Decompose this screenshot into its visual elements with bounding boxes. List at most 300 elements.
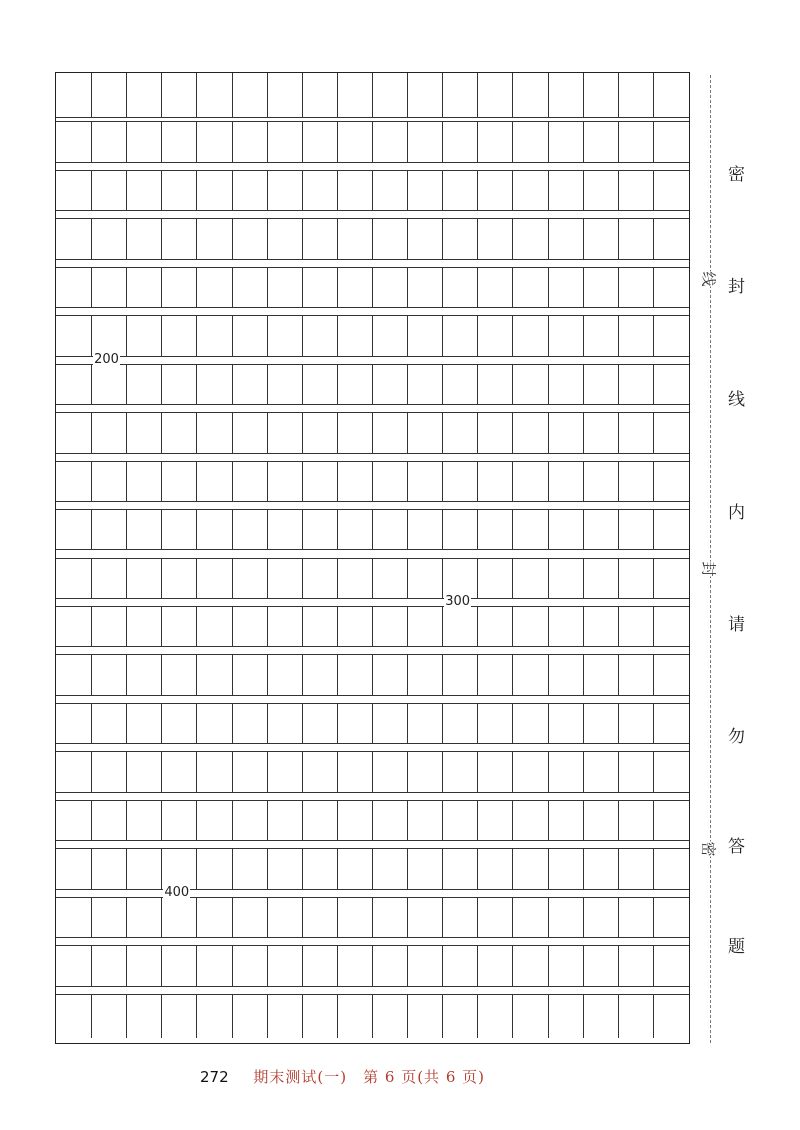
grid-cell: [407, 73, 442, 117]
notice-char: 题: [728, 937, 745, 957]
grid-cell: [302, 268, 337, 307]
grid-cell: [91, 122, 126, 161]
grid-cell: [372, 73, 407, 117]
grid-cell: [337, 510, 372, 549]
grid-cell: [583, 316, 618, 355]
grid-cell: [161, 268, 196, 307]
grid-cell: [548, 752, 583, 791]
grid-cell: [512, 316, 547, 355]
grid-cell: [407, 316, 442, 355]
grid-cell: [56, 413, 91, 452]
grid-cell: [126, 510, 161, 549]
grid-cell: [267, 849, 302, 888]
grid-cell: [302, 122, 337, 161]
grid-cell: [337, 268, 372, 307]
grid-cell: [56, 898, 91, 937]
grid-cell: [372, 122, 407, 161]
grid-cell: [653, 73, 688, 117]
grid-cell: [372, 413, 407, 452]
grid-cell: [91, 559, 126, 598]
grid-cell: [302, 607, 337, 646]
grid-cell: [196, 849, 231, 888]
grid-cell: [407, 801, 442, 840]
grid-cell: [232, 365, 267, 404]
grid-cell: [477, 413, 512, 452]
grid-row: [56, 654, 689, 695]
grid-cell: [653, 898, 688, 937]
grid-cell: [442, 946, 477, 985]
grid-cell: [548, 268, 583, 307]
grid-cell: [477, 171, 512, 210]
grid-cell: [407, 655, 442, 694]
grid-cell: [583, 607, 618, 646]
dash-label-xian: 线: [699, 271, 718, 287]
grid-cell: [91, 752, 126, 791]
grid-cell: [161, 365, 196, 404]
grid-cell: [126, 655, 161, 694]
grid-row: [56, 751, 689, 792]
grid-cell: [56, 365, 91, 404]
grid-cell: [407, 704, 442, 743]
grid-cell: [337, 316, 372, 355]
grid-cell: [196, 704, 231, 743]
notice-char: 勿: [728, 727, 745, 747]
grid-cell: [232, 316, 267, 355]
grid-cell: [477, 607, 512, 646]
grid-row: [56, 364, 689, 405]
grid-cell: [232, 752, 267, 791]
grid-cell: [407, 607, 442, 646]
grid-cell: [583, 559, 618, 598]
grid-cell: [232, 898, 267, 937]
notice-char: 封: [728, 277, 745, 297]
grid-cell: [267, 268, 302, 307]
grid-cell: [196, 752, 231, 791]
page-number: 272: [200, 1068, 229, 1086]
grid-cell: [618, 268, 653, 307]
grid-cell: [302, 559, 337, 598]
grid-cell: [442, 462, 477, 501]
grid-cell: [161, 510, 196, 549]
grid-cell: [477, 559, 512, 598]
grid-cell: [548, 462, 583, 501]
grid-cell: [653, 268, 688, 307]
grid-cell: [302, 801, 337, 840]
grid-cell: [56, 995, 91, 1039]
grid-cell: [302, 171, 337, 210]
grid-cell: [161, 316, 196, 355]
grid-cell: [442, 365, 477, 404]
grid-cell: [126, 704, 161, 743]
grid-cell: [477, 898, 512, 937]
grid-cell: [267, 655, 302, 694]
grid-cell: [56, 559, 91, 598]
grid-cell: [232, 801, 267, 840]
grid-cell: [618, 752, 653, 791]
grid-cell: [548, 171, 583, 210]
grid-cell: [653, 413, 688, 452]
grid-cell: [653, 849, 688, 888]
count-marker-300: 300: [445, 593, 471, 609]
grid-cell: [618, 849, 653, 888]
grid-cell: [337, 995, 372, 1039]
grid-cell: [477, 655, 512, 694]
grid-cell: [653, 655, 688, 694]
grid-cell: [232, 268, 267, 307]
grid-cell: [232, 946, 267, 985]
grid-cell: [653, 704, 688, 743]
grid-cell: [126, 462, 161, 501]
grid-cell: [618, 122, 653, 161]
grid-row: [56, 121, 689, 162]
grid-cell: [56, 122, 91, 161]
grid-cell: [196, 122, 231, 161]
grid-cell: [442, 73, 477, 117]
grid-cell: [653, 510, 688, 549]
grid-cell: [267, 365, 302, 404]
grid-cell: [618, 559, 653, 598]
grid-cell: [267, 171, 302, 210]
grid-row: [56, 800, 689, 841]
grid-cell: [548, 316, 583, 355]
grid-cell: [512, 898, 547, 937]
grid-cell: [548, 655, 583, 694]
grid-cell: [302, 73, 337, 117]
grid-cell: [477, 752, 512, 791]
grid-cell: [618, 510, 653, 549]
grid-cell: [442, 268, 477, 307]
grid-cell: [583, 171, 618, 210]
grid-cell: [618, 946, 653, 985]
grid-cell: [196, 365, 231, 404]
grid-cell: [442, 655, 477, 694]
grid-cell: [232, 171, 267, 210]
grid-cell: [372, 510, 407, 549]
grid-row: [56, 461, 689, 502]
grid-cell: [302, 316, 337, 355]
grid-cell: [372, 655, 407, 694]
grid-cell: [161, 898, 196, 937]
grid-row: [56, 994, 689, 1039]
grid-cell: [653, 995, 688, 1039]
grid-cell: [126, 365, 161, 404]
grid-cell: [618, 316, 653, 355]
grid-cell: [372, 898, 407, 937]
grid-row: [56, 848, 689, 889]
grid-cell: [618, 73, 653, 117]
grid-cell: [196, 946, 231, 985]
grid-cell: [337, 462, 372, 501]
grid-cell: [196, 219, 231, 258]
grid-cell: [583, 704, 618, 743]
grid-cell: [267, 73, 302, 117]
grid-cell: [302, 849, 337, 888]
grid-cell: [372, 171, 407, 210]
grid-cell: [548, 801, 583, 840]
grid-cell: [372, 849, 407, 888]
grid-cell: [583, 849, 618, 888]
grid-cell: [618, 995, 653, 1039]
grid-cell: [196, 898, 231, 937]
grid-cell: [512, 365, 547, 404]
grid-cell: [126, 559, 161, 598]
grid-cell: [512, 219, 547, 258]
grid-cell: [267, 801, 302, 840]
grid-cell: [583, 898, 618, 937]
grid-cell: [91, 413, 126, 452]
grid-cell: [267, 559, 302, 598]
grid-cell: [161, 122, 196, 161]
grid-cell: [302, 413, 337, 452]
grid-cell: [477, 801, 512, 840]
grid-cell: [196, 655, 231, 694]
grid-cell: [232, 704, 267, 743]
grid-row: [56, 509, 689, 550]
grid-cell: [372, 462, 407, 501]
notice-char: 请: [728, 615, 745, 635]
grid-cell: [372, 268, 407, 307]
grid-cell: [512, 122, 547, 161]
grid-row: [56, 170, 689, 211]
grid-cell: [442, 704, 477, 743]
grid-cell: [512, 704, 547, 743]
grid-cell: [337, 898, 372, 937]
grid-cell: [267, 316, 302, 355]
grid-cell: [512, 171, 547, 210]
notice-char: 密: [728, 165, 745, 185]
grid-cell: [91, 995, 126, 1039]
grid-cell: [407, 898, 442, 937]
grid-cell: [232, 219, 267, 258]
grid-cell: [548, 73, 583, 117]
grid-cell: [302, 704, 337, 743]
grid-cell: [267, 510, 302, 549]
grid-cell: [91, 946, 126, 985]
grid-cell: [196, 73, 231, 117]
grid-cell: [91, 462, 126, 501]
grid-cell: [337, 946, 372, 985]
grid-cell: [337, 73, 372, 117]
grid-cell: [91, 365, 126, 404]
grid-cell: [196, 510, 231, 549]
grid-cell: [56, 946, 91, 985]
grid-cell: [267, 462, 302, 501]
grid-cell: [91, 510, 126, 549]
grid-row: [56, 315, 689, 356]
grid-cell: [56, 849, 91, 888]
grid-cell: [548, 898, 583, 937]
grid-cell: [337, 607, 372, 646]
grid-cell: [126, 607, 161, 646]
grid-cell: [442, 752, 477, 791]
grid-cell: [548, 365, 583, 404]
grid-cell: [91, 219, 126, 258]
grid-cell: [196, 171, 231, 210]
grid-cell: [337, 365, 372, 404]
grid-cell: [232, 559, 267, 598]
writing-grid: [55, 72, 690, 1044]
grid-cell: [653, 801, 688, 840]
grid-cell: [653, 946, 688, 985]
grid-cell: [267, 413, 302, 452]
grid-cell: [56, 462, 91, 501]
grid-cell: [161, 559, 196, 598]
grid-cell: [512, 268, 547, 307]
grid-cell: [372, 316, 407, 355]
grid-cell: [232, 73, 267, 117]
grid-cell: [267, 752, 302, 791]
grid-cell: [91, 704, 126, 743]
grid-cell: [337, 413, 372, 452]
grid-cell: [161, 801, 196, 840]
grid-cell: [56, 219, 91, 258]
grid-cell: [512, 849, 547, 888]
grid-cell: [512, 801, 547, 840]
grid-cell: [548, 607, 583, 646]
grid-cell: [618, 801, 653, 840]
grid-cell: [583, 413, 618, 452]
grid-cell: [548, 122, 583, 161]
notice-char: 答: [728, 837, 745, 857]
grid-cell: [56, 171, 91, 210]
grid-cell: [477, 122, 512, 161]
grid-cell: [548, 559, 583, 598]
grid-cell: [91, 268, 126, 307]
grid-cell: [618, 655, 653, 694]
grid-cell: [91, 655, 126, 694]
grid-cell: [618, 171, 653, 210]
grid-cell: [302, 365, 337, 404]
grid-cell: [302, 655, 337, 694]
grid-cell: [232, 995, 267, 1039]
grid-cell: [302, 995, 337, 1039]
grid-cell: [407, 849, 442, 888]
grid-cell: [91, 607, 126, 646]
grid-cell: [161, 607, 196, 646]
grid-cell: [407, 752, 442, 791]
grid-cell: [56, 316, 91, 355]
grid-cell: [372, 704, 407, 743]
grid-cell: [91, 849, 126, 888]
grid-cell: [618, 607, 653, 646]
grid-cell: [407, 510, 442, 549]
grid-cell: [653, 752, 688, 791]
grid-row: [56, 218, 689, 259]
grid-cell: [372, 801, 407, 840]
grid-cell: [161, 849, 196, 888]
grid-cell: [583, 995, 618, 1039]
grid-cell: [407, 413, 442, 452]
grid-row: [56, 945, 689, 986]
grid-cell: [372, 607, 407, 646]
grid-cell: [161, 462, 196, 501]
grid-cell: [407, 171, 442, 210]
grid-cell: [548, 995, 583, 1039]
grid-cell: [512, 462, 547, 501]
grid-cell: [196, 268, 231, 307]
grid-cell: [126, 268, 161, 307]
grid-cell: [161, 946, 196, 985]
grid-cell: [302, 219, 337, 258]
grid-cell: [407, 559, 442, 598]
grid-cell: [583, 462, 618, 501]
grid-cell: [653, 365, 688, 404]
grid-cell: [56, 268, 91, 307]
grid-cell: [653, 219, 688, 258]
grid-cell: [56, 607, 91, 646]
grid-cell: [337, 219, 372, 258]
grid-cell: [548, 510, 583, 549]
grid-cell: [407, 268, 442, 307]
grid-cell: [126, 219, 161, 258]
grid-cell: [477, 510, 512, 549]
grid-row: [56, 703, 689, 744]
grid-cell: [161, 995, 196, 1039]
grid-cell: [407, 946, 442, 985]
grid-cell: [512, 995, 547, 1039]
grid-cell: [407, 365, 442, 404]
grid-cell: [232, 607, 267, 646]
grid-cell: [56, 510, 91, 549]
grid-cell: [232, 510, 267, 549]
grid-cell: [302, 946, 337, 985]
grid-cell: [618, 462, 653, 501]
grid-cell: [548, 413, 583, 452]
grid-cell: [653, 559, 688, 598]
grid-cell: [232, 413, 267, 452]
grid-cell: [653, 122, 688, 161]
grid-cell: [477, 462, 512, 501]
grid-cell: [407, 995, 442, 1039]
grid-cell: [302, 510, 337, 549]
grid-cell: [232, 462, 267, 501]
grid-cell: [372, 365, 407, 404]
grid-cell: [477, 268, 512, 307]
grid-cell: [56, 655, 91, 694]
page-footer: [200, 1066, 485, 1087]
footer-title: 期末测试(一) 第 6 页(共 6 页): [253, 1068, 485, 1086]
grid-cell: [583, 801, 618, 840]
grid-cell: [477, 73, 512, 117]
grid-cell: [512, 413, 547, 452]
grid-cell: [126, 73, 161, 117]
grid-cell: [583, 219, 618, 258]
count-marker-400: 400: [164, 884, 190, 900]
grid-cell: [161, 413, 196, 452]
grid-cell: [161, 655, 196, 694]
grid-cell: [161, 73, 196, 117]
grid-cell: [232, 122, 267, 161]
grid-cell: [583, 510, 618, 549]
grid-cell: [583, 752, 618, 791]
grid-cell: [337, 801, 372, 840]
grid-cell: [618, 898, 653, 937]
grid-cell: [267, 946, 302, 985]
grid-cell: [267, 898, 302, 937]
grid-cell: [477, 316, 512, 355]
grid-cell: [442, 801, 477, 840]
grid-cell: [548, 704, 583, 743]
grid-cell: [126, 801, 161, 840]
grid-row: [56, 73, 689, 118]
grid-cell: [196, 801, 231, 840]
grid-cell: [442, 849, 477, 888]
grid-cell: [618, 704, 653, 743]
grid-cell: [302, 898, 337, 937]
grid-cell: [56, 752, 91, 791]
grid-cell: [442, 607, 477, 646]
grid-cell: [56, 73, 91, 117]
